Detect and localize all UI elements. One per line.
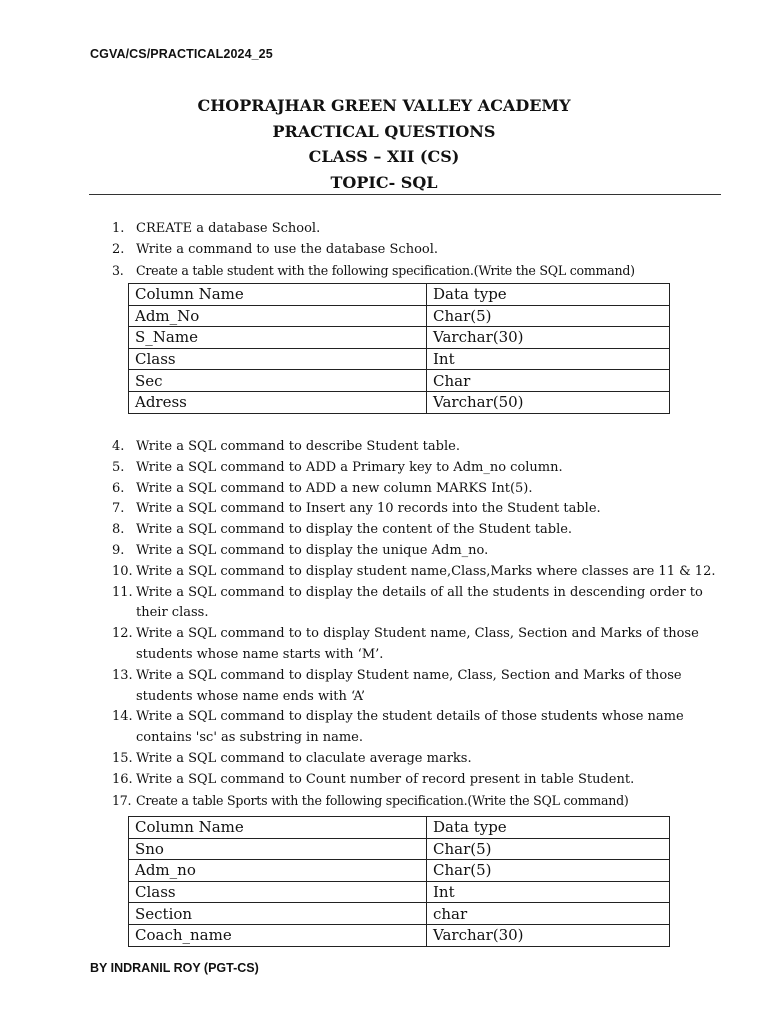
document-subtitle: PRACTICAL QUESTIONS [272, 121, 496, 141]
table-row [129, 370, 670, 392]
question-text: Write a SQL command to display student name,Class,Marks where classes are 11 & 12. [136, 563, 716, 579]
question-text: Write a SQL command to ADD a new column MARKS Int(5). [136, 480, 533, 496]
question-number: 4. [112, 439, 125, 454]
question-text: Write a SQL command to display the content of the Student table. [136, 522, 573, 538]
question-text: Write a SQL command to display the unique Adm_no. [136, 542, 489, 558]
table-cell: Varchar(50) [427, 391, 670, 413]
column-header: Data type [427, 817, 670, 839]
question-number: 14. [112, 709, 133, 725]
column-header: Data type [427, 284, 670, 306]
class-title: CLASS – XII (CS) [308, 147, 460, 166]
question-number: 3. [112, 262, 124, 278]
table-cell: Char(5) [427, 838, 670, 860]
question-item [112, 749, 722, 770]
table-cell: Int [427, 881, 670, 903]
table-row [129, 924, 670, 946]
question-number: 1. [112, 221, 125, 236]
question-item [112, 437, 722, 458]
question-item [112, 791, 722, 812]
table-row [129, 903, 670, 925]
table-row [129, 391, 670, 413]
question-text: Create a table student with the following specification.(Write the SQL command) [136, 262, 635, 278]
question-text: Write a SQL command to display the student details of those students whose name contains 'sc' as substring in name. [136, 709, 684, 746]
question-number: 10. [112, 563, 133, 579]
table-cell: Adm_no [129, 860, 427, 882]
question-number: 15. [112, 750, 133, 766]
question-item [112, 219, 722, 240]
question-item [112, 458, 722, 479]
table-row [129, 327, 670, 349]
question-item [112, 541, 722, 562]
table-cell: Class [129, 348, 427, 370]
table-cell: Sec [129, 370, 427, 392]
question-number: 9. [112, 542, 125, 558]
table-cell: Coach_name [129, 924, 427, 946]
question-text: Create a table Sports with the following specification.(Write the SQL command) [136, 792, 629, 808]
table-cell: Varchar(30) [427, 327, 670, 349]
question-text: Write a SQL command to to display Student name, Class, Section and Marks of those students whose name starts with ‘M’. [136, 626, 699, 662]
question-text: Write a SQL command to display Student name, Class, Section and Marks of those students whose name ends with ‘A’ [136, 667, 682, 704]
column-header: Column Name [129, 284, 427, 306]
table-cell: Class [129, 881, 427, 903]
school-name: CHOPRAJHAR GREEN VALLEY ACADEMY [197, 96, 571, 115]
table-row [129, 838, 670, 860]
sports-spec-table [128, 816, 670, 947]
question-text: Write a SQL command to Insert any 10 records into the Student table. [136, 501, 601, 517]
question-item [112, 261, 722, 282]
author-footer: BY INDRANIL ROY (PGT-CS) [90, 961, 259, 975]
question-item [112, 499, 722, 520]
question-number: 6. [112, 480, 125, 496]
question-item [112, 624, 722, 666]
table-cell: Section [129, 903, 427, 925]
question-number: 17. [112, 792, 132, 808]
student-spec-table [128, 283, 670, 414]
column-header: Column Name [129, 817, 427, 839]
table-cell: Char(5) [427, 860, 670, 882]
question-text: Write a SQL command to ADD a Primary key to Adm_no column. [136, 459, 563, 475]
title-divider [89, 194, 721, 195]
table-cell: Sno [129, 838, 427, 860]
table-cell: S_Name [129, 327, 427, 349]
question-text: Write a SQL command to describe Student table. [136, 439, 460, 454]
question-number: 2. [112, 241, 125, 257]
table-cell: Int [427, 348, 670, 370]
question-item [112, 770, 722, 791]
table-row [129, 860, 670, 882]
question-list-part2 [112, 437, 722, 811]
table-cell: Varchar(30) [427, 924, 670, 946]
question-number: 11. [112, 584, 133, 600]
question-number: 13. [112, 667, 133, 683]
question-number: 7. [112, 501, 125, 517]
topic-title: TOPIC- SQL [330, 172, 438, 192]
question-number: 12. [112, 626, 133, 642]
table-header-row [129, 817, 670, 839]
table-row [129, 305, 670, 327]
question-text: Write a SQL command to Count number of record present in table Student. [136, 771, 635, 787]
table-cell: Char [427, 370, 670, 392]
question-text: Write a command to use the database School. [136, 241, 439, 257]
table-header-row [129, 284, 670, 306]
table-cell: char [427, 903, 670, 925]
question-item [112, 707, 722, 749]
question-item [112, 666, 722, 708]
table-cell: Char(5) [427, 305, 670, 327]
question-number: 8. [112, 522, 125, 538]
table-row [129, 348, 670, 370]
question-number: 16. [112, 771, 133, 787]
question-item [112, 479, 722, 500]
question-item [112, 562, 722, 583]
question-list-part1 [112, 219, 722, 281]
question-number: 5. [112, 459, 125, 475]
title-block [0, 93, 768, 195]
question-item [112, 520, 722, 541]
question-text: Write a SQL command to claculate average marks. [136, 750, 472, 766]
question-text: CREATE a database School. [136, 221, 321, 236]
table-row [129, 881, 670, 903]
table-cell: Adress [129, 391, 427, 413]
question-text: Write a SQL command to display the details of all the students in descending order to their class. [136, 584, 703, 621]
question-item [112, 583, 722, 625]
table-cell: Adm_No [129, 305, 427, 327]
question-item [112, 240, 722, 261]
document-code: CGVA/CS/PRACTICAL2024_25 [90, 47, 273, 61]
